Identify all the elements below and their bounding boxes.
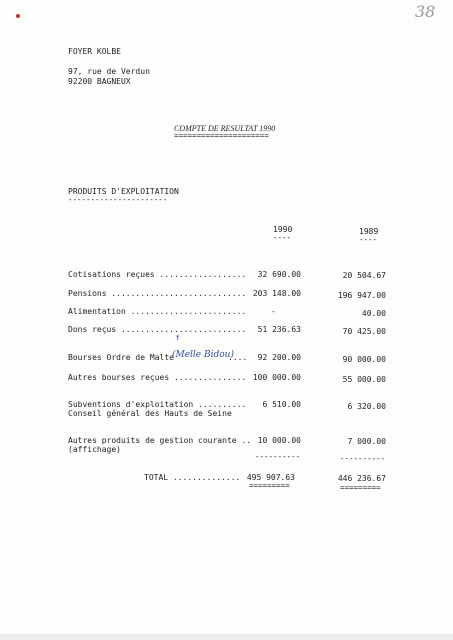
row-label-line2: Conseil général des Hauts de Seine <box>68 409 232 418</box>
row-label: Pensions ............................ <box>68 289 247 298</box>
row-value-1990: 100 000.00 <box>252 373 301 382</box>
row-value-1990: 51 236.63 <box>257 325 301 334</box>
address-line-1: 97, rue de Verdun <box>68 67 150 76</box>
row-label: Alimentation ........................ <box>68 307 247 316</box>
row-label: Subventions d'exploitation .......... <box>68 400 247 409</box>
row-label: Autres bourses reçues ............... <box>68 373 247 382</box>
column-underline-1989: ---- <box>359 235 378 244</box>
total-underline-1990: ========= <box>249 481 290 490</box>
section-underline: ---------------------- <box>68 195 168 204</box>
document-title-underline: ===================== <box>174 131 269 140</box>
document-title: COMPTE DE RESULTAT 1990 <box>174 124 276 133</box>
total-underline-1989: ========= <box>340 483 381 492</box>
row-value-1990: 10 000.00 <box>257 436 301 445</box>
row-value-1990: - <box>271 307 276 316</box>
red-dot-mark <box>16 14 20 18</box>
row-label: Bourses Ordre de Malte <box>68 353 174 362</box>
org-name: FOYER KOLBE <box>68 47 121 56</box>
row-value-1990: 32 690.00 <box>257 270 301 279</box>
page-number: 38 <box>415 2 436 21</box>
row-value-1989: 55 000.00 <box>342 375 386 384</box>
row-value-1989: 20 504.67 <box>342 271 386 280</box>
row-value-1990: 6 510.00 <box>262 400 301 409</box>
scan-bottom-edge <box>0 634 453 640</box>
column-year-1990: 1990 <box>273 225 293 234</box>
row-label: Autres produits de gestion courante .. <box>68 436 252 445</box>
total-value-1989: 446 236.67 <box>337 474 386 483</box>
total-label: TOTAL .............. <box>144 473 241 482</box>
row-label: Dons reçus .......................... <box>68 325 247 334</box>
row-label-line2: (affichage) <box>68 445 121 454</box>
row-value-1990: 92 200.00 <box>257 353 301 362</box>
total-value-1990: 495 907.63 <box>246 473 295 482</box>
row-value-1989: 7 000.00 <box>347 437 386 446</box>
address-line-2: 92200 BAGNEUX <box>68 77 131 86</box>
column-underline-1990: ---- <box>273 233 292 242</box>
row-value-1989: 6 320.00 <box>347 402 386 411</box>
handwritten-arrow-icon: ↑ <box>175 333 181 343</box>
subtotal-rule-1990: ---------- <box>255 452 301 461</box>
row-label: Cotisations reçues .................. <box>68 270 247 279</box>
row-value-1989: 70 425.00 <box>342 327 386 336</box>
column-year-1989: 1989 <box>359 227 379 236</box>
section-title: PRODUITS D'EXPLOITATION <box>68 187 179 196</box>
row-value-1990: 203 148.00 <box>252 289 301 298</box>
row-value-1989: 40.00 <box>361 309 386 318</box>
subtotal-rule-1989: ---------- <box>340 454 386 463</box>
row-value-1989: 196 947.00 <box>337 291 386 300</box>
row-label-leader: .... <box>228 353 248 362</box>
handwritten-annotation: (Melle Bidou) <box>172 350 234 360</box>
row-value-1989: 90 000.00 <box>342 355 386 364</box>
